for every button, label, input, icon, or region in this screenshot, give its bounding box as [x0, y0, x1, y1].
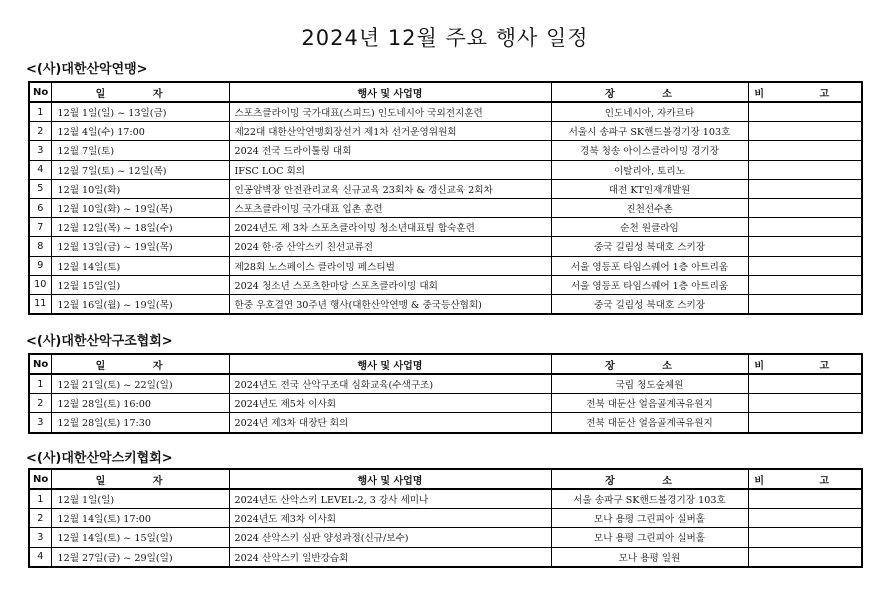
row-note: [748, 141, 862, 160]
row-date: 12월 15일(일): [51, 275, 229, 294]
row-note: [748, 547, 862, 567]
row-place: 서울 영등포 타임스퀘어 1층 아트리움: [551, 256, 748, 275]
header-note: 비 고: [748, 82, 862, 102]
row-number: 8: [29, 237, 51, 256]
row-number: 4: [29, 547, 51, 567]
row-date: 12월 1일(일) ~ 13일(금): [51, 102, 229, 122]
table-row: [29, 237, 862, 256]
table-row: [29, 179, 862, 198]
row-event: 2024년도 전국 산악구조대 심화교육(수색구조): [229, 374, 551, 394]
table-row: [29, 394, 862, 413]
row-date: 12월 14일(토) 17:00: [51, 509, 229, 528]
row-event: 2024 전국 드라이툴링 대회: [229, 141, 551, 160]
header-no: No: [29, 469, 51, 489]
row-number: 1: [29, 374, 51, 394]
table-row: [29, 160, 862, 179]
header-date: 일 자: [51, 354, 229, 374]
row-date: 12월 21일(토) ~ 22일(일): [51, 374, 229, 394]
row-place: 전북 대둔산 얼음골계곡유원지: [551, 413, 748, 433]
header-place: 장 소: [551, 354, 748, 374]
row-place: 이탈리아, 토리노: [551, 160, 748, 179]
row-note: [748, 374, 862, 394]
row-date: 12월 16일(월) ~ 19일(목): [51, 294, 229, 314]
table-row: [29, 198, 862, 217]
row-event: 스포츠클라이밍 국가대표(스피드) 인도네시아 국외전지훈련: [229, 102, 551, 122]
table-header-row: [29, 469, 862, 489]
schedule-table-rescue-association: [28, 353, 863, 434]
row-note: [748, 528, 862, 547]
row-number: 6: [29, 198, 51, 217]
row-note: [748, 198, 862, 217]
row-number: 9: [29, 256, 51, 275]
row-note: [748, 294, 862, 314]
header-event: 행사 및 사업명: [229, 82, 551, 102]
row-event: 제22대 대한산악연맹회장선거 제1차 선거운영위원회: [229, 122, 551, 141]
table-row: [29, 141, 862, 160]
table-row: [29, 509, 862, 528]
table-row: [29, 102, 862, 122]
row-number: 3: [29, 528, 51, 547]
row-place: 국립 청도숲체원: [551, 374, 748, 394]
row-date: 12월 14일(토) ~ 15일(일): [51, 528, 229, 547]
row-date: 12월 27일(금) ~ 29일(일): [51, 547, 229, 567]
row-note: [748, 237, 862, 256]
row-place: 중국 길림성 북대호 스키장: [551, 294, 748, 314]
row-date: 12월 10일(화) ~ 19일(목): [51, 198, 229, 217]
row-event: 2024 한·중 산악스키 친선교류전: [229, 237, 551, 256]
row-number: 5: [29, 179, 51, 198]
header-date: 일 자: [51, 469, 229, 489]
row-note: [748, 256, 862, 275]
row-number: 3: [29, 141, 51, 160]
row-number: 2: [29, 509, 51, 528]
row-note: [748, 160, 862, 179]
header-note: 비 고: [748, 469, 862, 489]
table-header-row: [29, 354, 862, 374]
row-event: IFSC LOC 회의: [229, 160, 551, 179]
row-date: 12월 13일(금) ~ 19일(목): [51, 237, 229, 256]
row-number: 2: [29, 122, 51, 141]
page-title: 2024년 12월 주요 행사 일정: [301, 26, 589, 50]
row-number: 4: [29, 160, 51, 179]
row-place: 서울 영등포 타임스퀘어 1층 아트리움: [551, 275, 748, 294]
row-date: 12월 4일(수) 17:00: [51, 122, 229, 141]
row-place: 경북 청송 아이스클라이밍 경기장: [551, 141, 748, 160]
row-event: 2024년 제3차 대장단 회의: [229, 413, 551, 433]
row-place: 진천선수촌: [551, 198, 748, 217]
row-event: 2024 산악스키 심판 양성과정(신규/보수): [229, 528, 551, 547]
row-place: 인도네시아, 자카르타: [551, 102, 748, 122]
row-note: [748, 179, 862, 198]
table-row: [29, 489, 862, 509]
table-row: [29, 374, 862, 394]
row-number: 7: [29, 218, 51, 237]
row-place: 서울 송파구 SK핸드볼경기장 103호: [551, 489, 748, 509]
table-row: [29, 294, 862, 314]
row-number: 2: [29, 394, 51, 413]
row-place: 서울시 송파구 SK핸드볼경기장 103호: [551, 122, 748, 141]
section-label-ski-association: <(사)대한산악스키협회>: [26, 451, 173, 466]
row-note: [748, 102, 862, 122]
header-place: 장 소: [551, 82, 748, 102]
row-note: [748, 275, 862, 294]
table-row: [29, 413, 862, 433]
row-note: [748, 218, 862, 237]
row-event: 한중 우호결연 30주년 행사(대한산악연맹 & 중국등산협회): [229, 294, 551, 314]
row-date: 12월 7일(토) ~ 12일(목): [51, 160, 229, 179]
row-place: 대전 KT인재개발원: [551, 179, 748, 198]
row-event: 2024년도 제3차 이사회: [229, 509, 551, 528]
table-row: [29, 275, 862, 294]
row-event: 2024 청소년 스포츠한마당 스포츠클라이밍 대회: [229, 275, 551, 294]
row-event: 스포츠클라이밍 국가대표 입촌 훈련: [229, 198, 551, 217]
section-label-alpine-federation: <(사)대한산악연맹>: [26, 62, 148, 77]
row-event: 인공암벽장 안전관리교육 신규교육 23회차 & 갱신교육 2회차: [229, 179, 551, 198]
row-event: 2024년도 제 3차 스포츠클라이밍 청소년대표팀 합숙훈련: [229, 218, 551, 237]
header-event: 행사 및 사업명: [229, 354, 551, 374]
row-event: 2024 산악스키 일반강습회: [229, 547, 551, 567]
header-note: 비 고: [748, 354, 862, 374]
row-date: 12월 28일(토) 16:00: [51, 394, 229, 413]
row-number: 3: [29, 413, 51, 433]
row-event: 제28회 노스페이스 클라이밍 페스티벌: [229, 256, 551, 275]
row-place: 전북 대둔산 얼음골계곡유원지: [551, 394, 748, 413]
row-date: 12월 28일(토) 17:30: [51, 413, 229, 433]
header-date: 일 자: [51, 82, 229, 102]
row-date: 12월 1일(일): [51, 489, 229, 509]
row-place: 중국 길림성 북대호 스키장: [551, 237, 748, 256]
section-label-rescue-association: <(사)대한산악구조협회>: [26, 334, 173, 349]
row-event: 2024년도 산악스키 LEVEL-2, 3 강사 세미나: [229, 489, 551, 509]
row-number: 11: [29, 294, 51, 314]
header-no: No: [29, 354, 51, 374]
row-place: 모나 용평 일원: [551, 547, 748, 567]
row-place: 순천 원클라임: [551, 218, 748, 237]
row-event: 2024년도 제5차 이사회: [229, 394, 551, 413]
row-date: 12월 10일(화): [51, 179, 229, 198]
schedule-table-ski-association: [28, 468, 863, 568]
table-header-row: [29, 82, 862, 102]
row-note: [748, 413, 862, 433]
table-row: [29, 256, 862, 275]
row-place: 모나 용평 그린피아 실버홀: [551, 528, 748, 547]
row-note: [748, 394, 862, 413]
row-date: 12월 7일(토): [51, 141, 229, 160]
header-place: 장 소: [551, 469, 748, 489]
row-number: 1: [29, 489, 51, 509]
row-note: [748, 122, 862, 141]
row-note: [748, 489, 862, 509]
schedule-table-alpine-federation: [28, 81, 863, 315]
row-number: 1: [29, 102, 51, 122]
table-row: [29, 528, 862, 547]
table-row: [29, 547, 862, 567]
row-place: 모나 용평 그린피아 실버홀: [551, 509, 748, 528]
header-no: No: [29, 82, 51, 102]
row-date: 12월 12일(목) ~ 18일(수): [51, 218, 229, 237]
row-number: 10: [29, 275, 51, 294]
table-row: [29, 122, 862, 141]
table-row: [29, 218, 862, 237]
row-note: [748, 509, 862, 528]
header-event: 행사 및 사업명: [229, 469, 551, 489]
row-date: 12월 14일(토): [51, 256, 229, 275]
